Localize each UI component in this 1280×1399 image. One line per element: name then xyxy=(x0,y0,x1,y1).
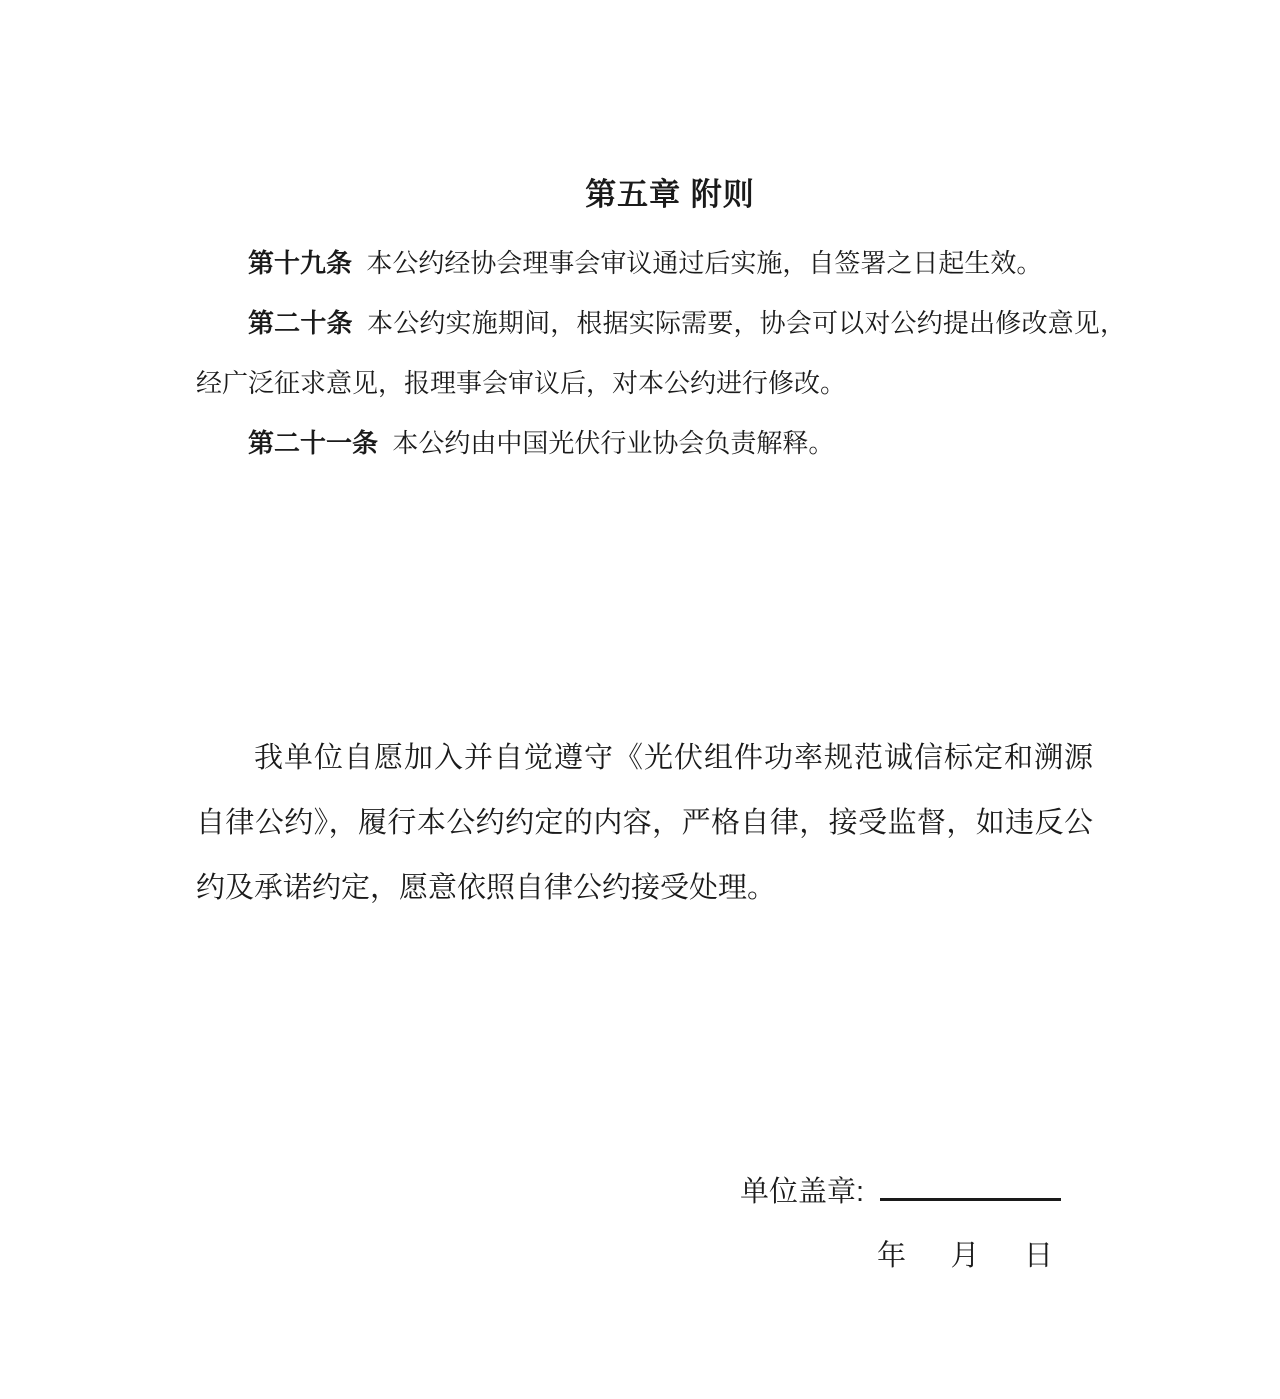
articles-section xyxy=(196,233,1126,473)
article-19-text: 本公约经协会理事会审议通过后实施，自签署之日起生效。 xyxy=(366,248,1043,278)
chapter-title: 第五章 附则 xyxy=(585,177,755,212)
article-20-number: 第二十条 xyxy=(248,308,353,338)
stamp-label: 单位盖章: xyxy=(740,1176,865,1209)
stamp-blank-line xyxy=(880,1172,1061,1201)
article-19-number: 第十九条 xyxy=(248,248,353,278)
article-20 xyxy=(196,293,1126,413)
article-19 xyxy=(196,233,1126,293)
date-day: 日 xyxy=(1023,1240,1053,1272)
date-row xyxy=(877,1237,1053,1275)
article-21 xyxy=(196,413,1126,473)
date-month: 月 xyxy=(950,1240,980,1272)
date-year: 年 xyxy=(877,1240,907,1272)
article-20-text: 本公约实施期间，根据实际需要，协会可以对公约提出修改意见，经广泛征求意见，报理事会审议后，对本公约进行修改。 xyxy=(196,308,1126,398)
article-21-text: 本公约由中国光伏行业协会负责解释。 xyxy=(392,428,835,458)
pledge-paragraph: 我单位自愿加入并自觉遵守《光伏组件功率规范诚信标定和溯源自律公约》，履行本公约约定的内容，严格自律，接受监督，如违反公约及承诺约定，愿意依照自律公约接受处理。 xyxy=(196,742,1093,904)
article-21-number: 第二十一条 xyxy=(248,428,379,458)
stamp-row xyxy=(740,1172,1061,1211)
